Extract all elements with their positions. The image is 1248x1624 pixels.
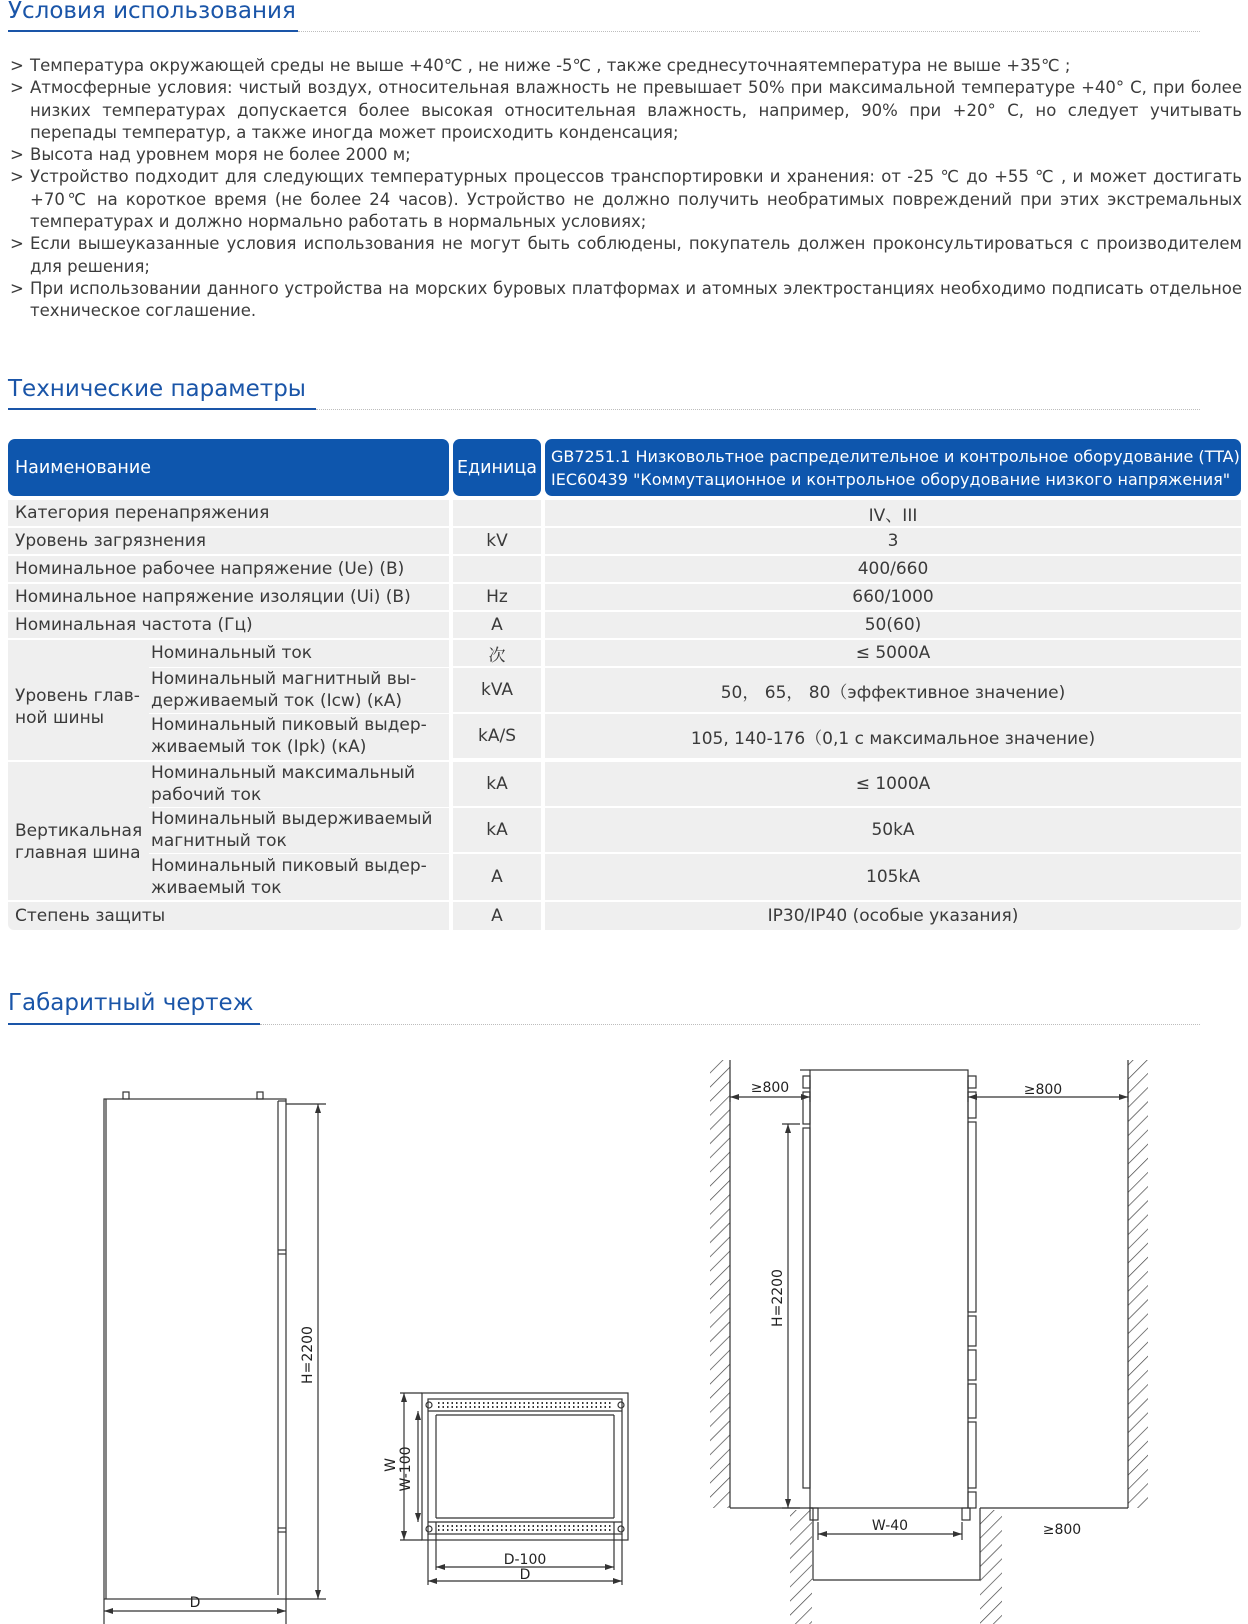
- front-view-drawing: [90, 1080, 340, 1624]
- row-value: ≤ 5000A: [545, 640, 1241, 666]
- vertical-bus-sub-name: Номинальный пиковый выдер- живаемый ток: [151, 856, 427, 898]
- top-depth-label: D: [519, 1567, 531, 1583]
- row-name: Уровень загрязнения: [8, 528, 449, 554]
- row-unit: A: [453, 902, 541, 930]
- row-unit: 次: [453, 640, 541, 666]
- condition-item: > Высота над уровнем моря не более 2000 м;: [10, 144, 1242, 166]
- condition-item: > При использовании данного устройства на морских буровых платформах и атомных электростанциях необходимо подписать отдельное техническое соглашение.: [10, 278, 1242, 321]
- clearance-right-label: ≥800: [1023, 1082, 1063, 1098]
- row-name: Номинальная частота (Гц): [8, 612, 449, 638]
- row-name: Степень защиты: [8, 902, 449, 930]
- row-unit: A: [453, 854, 541, 900]
- row-unit: kA: [453, 762, 541, 806]
- vertical-bus-group-label: Вертикальная главная шина: [15, 821, 143, 863]
- main-bus-sub-name: Номинальный магнитный вы- держиваемый ток (Icw) (кА): [151, 669, 417, 711]
- conditions-title-underline: [8, 30, 298, 32]
- row-unit: kVA: [453, 668, 541, 712]
- row-value: 50， 65， 80（эффективное значение): [545, 668, 1241, 712]
- top-width-label: W: [383, 1458, 399, 1472]
- row-unit: kA: [453, 808, 541, 852]
- drawing-title: Габаритный чертеж: [8, 990, 254, 1016]
- row-value: 105kA: [545, 854, 1241, 900]
- condition-item: > Температура окружающей среды не выше +40℃ , не ниже -5℃ , также среднесуточнаятемпература не выше +35℃ ;: [10, 55, 1242, 77]
- row-value: IP30/IP40 (особые указания): [545, 902, 1241, 930]
- drawing-title-underline: [8, 1023, 260, 1025]
- vertical-bus-sub-name: Номинальный максимальный рабочий ток: [151, 763, 416, 805]
- main-bus-sub-name: Номинальный пиковый выдер- живаемый ток (Ipk) (кА): [151, 715, 427, 757]
- vertical-bus-sub-name: Номинальный выдерживаемый магнитный ток: [151, 809, 433, 851]
- conditions-dotted-rule: [298, 31, 1200, 32]
- header-unit: Единица: [453, 439, 541, 496]
- row-unit: A: [453, 612, 541, 638]
- row-unit: Hz: [453, 584, 541, 610]
- top-width-inner-label: W-100: [398, 1446, 414, 1492]
- row-value: 400/660: [545, 556, 1241, 582]
- row-value: 660/1000: [545, 584, 1241, 610]
- params-title: Технические параметры: [8, 376, 306, 402]
- row-unit: [453, 500, 541, 526]
- row-value: IV、III: [545, 500, 1241, 526]
- row-unit: [453, 556, 541, 582]
- condition-item: > Если вышеуказанные условия использования не могут быть соблюдены, покупатель должен проконсультироваться с производителем для решения;: [10, 234, 1242, 276]
- front-depth-label: D: [189, 1595, 201, 1611]
- header-name: Наименование: [8, 439, 449, 496]
- header-standard: [545, 439, 1241, 496]
- row-value: 3: [545, 528, 1241, 554]
- row-value: 105, 140-176（0,1 с максимальное значение): [545, 714, 1241, 758]
- installation-height-label: H=2200: [770, 1269, 786, 1327]
- main-bus-group-label: Уровень глав- ной шины: [15, 686, 140, 728]
- condition-item: > Устройство подходит для следующих температурных процессов транспортировки и хранения: от -25 ℃ до +55 ℃ , и может достигать +70℃ на короткое время (не более 24 часов). Устройство не должно получить необратимых повреждений при этих экстремальных температурах и должно нормально работать в нормальных условиях;: [10, 167, 1242, 232]
- row-unit: kV: [453, 528, 541, 554]
- condition-item: > Атмосферные условия: чистый воздух, относительная влажность не превышает 50% при максимальной температуре +40° C, при более низких температурах допускается более высокая относительная влажность, например, 90% при +20° C, но следует учитывать перепады температур, а также иногда может происходить конденсация;: [10, 78, 1242, 142]
- installation-w40-label: W-40: [871, 1518, 909, 1534]
- row-value: 50(60): [545, 612, 1241, 638]
- conditions-title: Условия использования: [8, 0, 296, 24]
- bullet-icon: >: [10, 234, 24, 254]
- bullet-icon: >: [10, 278, 24, 298]
- row-value: 50kA: [545, 808, 1241, 852]
- row-value: ≤ 1000A: [545, 762, 1241, 806]
- params-title-underline: [8, 408, 316, 410]
- bullet-icon: >: [10, 78, 24, 98]
- row-name: Номинальное напряжение изоляции (Ui) (В): [8, 584, 449, 610]
- installation-view-drawing: [700, 1040, 1150, 1624]
- row-name: Номинальное рабочее напряжение (Ue) (В): [8, 556, 449, 582]
- main-bus-sub-name: Номинальный ток: [151, 643, 313, 663]
- front-height-label: H=2200: [300, 1326, 316, 1384]
- row-name: Категория перенапряжения: [8, 500, 449, 526]
- params-dotted-rule: [316, 409, 1200, 410]
- header-standard-line1: GB7251.1 Низковольтное распределительное и контрольное оборудование (TTA): [551, 446, 1240, 466]
- bullet-icon: >: [10, 167, 24, 187]
- top-view-drawing: [380, 1385, 640, 1605]
- row-unit: kA/S: [453, 714, 541, 758]
- clearance-front-label: ≥800: [1042, 1522, 1082, 1538]
- clearance-left-label: ≥800: [750, 1080, 790, 1096]
- header-standard-line2: IEC60439 "Коммутационное и контрольное оборудование низкого напряжения": [551, 469, 1231, 489]
- drawing-dotted-rule: [260, 1024, 1200, 1025]
- bullet-icon: >: [10, 145, 24, 165]
- bullet-icon: >: [10, 56, 24, 75]
- top-depth-inner-label: D-100: [503, 1552, 547, 1568]
- conditions-list: [10, 55, 1242, 323]
